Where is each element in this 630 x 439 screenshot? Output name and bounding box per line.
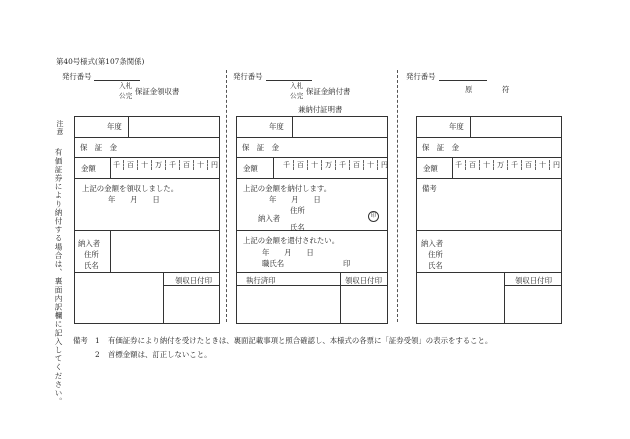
counterfoil-name-label: 氏名 xyxy=(428,261,443,270)
receipt-deposit-label: 保 証 金 xyxy=(80,143,117,152)
receipt-address-label: 住所 xyxy=(84,250,99,259)
footer-item-2-num: 2 xyxy=(95,350,100,359)
receipt-digit-units: 千 百 十 万 千 百 十 円 xyxy=(110,160,221,170)
payment-issue-no-field[interactable] xyxy=(266,80,312,81)
payment-officer-label: 職氏名 xyxy=(262,259,285,268)
footer-item-1-num: 1 xyxy=(95,336,100,345)
cut-line-left xyxy=(226,70,227,322)
payment-name-label: 氏名 xyxy=(290,223,305,232)
payment-seal: 印 xyxy=(368,211,379,222)
payment-refund-date-line: 年 月 日 xyxy=(262,248,314,257)
receipt-issue-no-label: 発行番号 xyxy=(62,72,92,81)
payment-stamp-label: 領収日付印 xyxy=(345,276,382,285)
footer-label: 備考 xyxy=(73,336,88,345)
counterfoil-digit-units: 千 百 十 万 千 百 十 円 xyxy=(452,160,563,170)
notice-text-col2: 記入してください。 xyxy=(54,328,63,407)
payment-statement: 上記の金額を納付します。 xyxy=(243,184,332,193)
receipt-issue-no-field[interactable] xyxy=(94,80,140,81)
payment-date-line: 年 月 日 xyxy=(269,195,321,204)
payment-title: 保証金納付書 xyxy=(306,87,351,96)
payment-refund-statement: 上記の金額を還付されたい。 xyxy=(243,236,340,245)
payment-amount-label: 金額 xyxy=(243,164,258,173)
counterfoil-deposit-label: 保 証 金 xyxy=(422,143,459,152)
payment-title-prefix-top: 入札 xyxy=(290,82,304,90)
counterfoil-address-label: 住所 xyxy=(428,250,443,259)
counterfoil-amount-label: 金額 xyxy=(423,164,438,173)
counterfoil-issue-no-label: 発行番号 xyxy=(406,72,436,81)
notice-text-col1: 有価証券により納付する場合は、裏面内訳欄に xyxy=(54,148,63,329)
receipt-title: 保証金領収書 xyxy=(135,87,180,96)
notice-label: 注意 xyxy=(56,120,64,136)
payment-address-label: 住所 xyxy=(290,206,305,215)
cut-line-right xyxy=(397,70,398,322)
receipt-stamp-label: 領収日付印 xyxy=(175,276,212,285)
counterfoil-stamp-label: 領収日付印 xyxy=(515,276,552,285)
counterfoil-issue-no-field[interactable] xyxy=(439,80,487,81)
receipt-title-prefix-top: 入札 xyxy=(119,82,133,90)
footer-item-1-text: 有価証券により納付を受けたときは、裏面記載事項と照合確認し、本様式の各票に「証券受領」の表示をすること。 xyxy=(108,336,493,345)
receipt-statement: 上記の金額を領収しました。 xyxy=(82,184,179,193)
payment-deposit-label: 保 証 金 xyxy=(242,143,279,152)
receipt-title-prefix-bottom: 公完 xyxy=(119,92,133,100)
footer-item-2-text: 首標金額は、訂正しないこと。 xyxy=(108,350,212,359)
payment-payer-label: 納入者 xyxy=(258,214,281,223)
counterfoil-payer-label: 納入者 xyxy=(421,239,444,248)
receipt-year-label: 年度 xyxy=(107,122,122,131)
payment-title-prefix-bottom: 公完 xyxy=(290,92,304,100)
receipt-name-label: 氏名 xyxy=(84,261,99,270)
receipt-date-line: 年 月 日 xyxy=(108,195,160,204)
form-title: 第40号様式(第107条関係) xyxy=(56,57,145,66)
counterfoil-title: 原 符 xyxy=(465,85,510,94)
counterfoil-year-label: 年度 xyxy=(449,122,464,131)
counterfoil-remarks-label: 備考 xyxy=(422,184,437,193)
payment-issue-no-label: 発行番号 xyxy=(233,72,263,81)
payment-year-label: 年度 xyxy=(269,122,284,131)
receipt-amount-label: 金額 xyxy=(81,164,96,173)
payment-digit-units: 千 百 十 万 千 百 十 円 xyxy=(280,160,391,170)
notice-text xyxy=(52,148,65,407)
payment-execution-stamp-label: 執行済印 xyxy=(246,276,276,285)
receipt-payer-label: 納入者 xyxy=(78,239,101,248)
payment-subtitle: 兼納付証明書 xyxy=(298,105,343,114)
payment-officer-seal: 印 xyxy=(343,259,351,268)
